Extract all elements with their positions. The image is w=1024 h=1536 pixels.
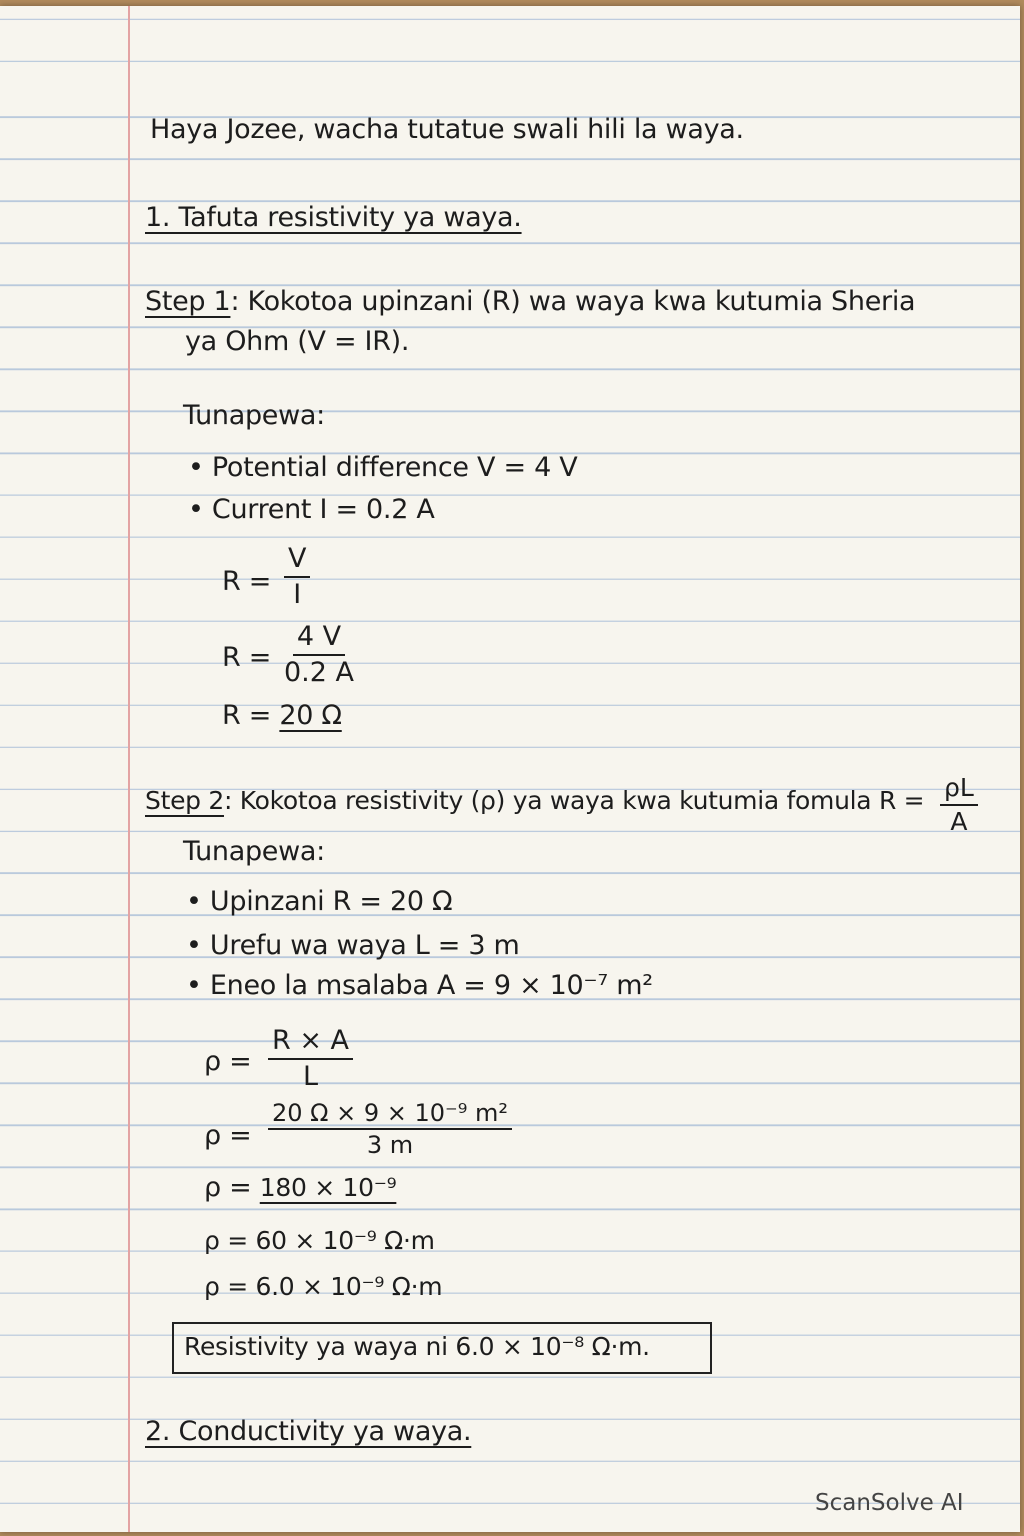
brand-watermark: ScanSolve AI <box>815 1490 964 1516</box>
step-1-line-1 <box>145 286 915 317</box>
notebook-page <box>0 6 1020 1532</box>
step-2-eq2-lhs: ρ = <box>204 1120 252 1151</box>
step-1-eq3 <box>222 700 342 731</box>
fraction-denominator: A <box>950 806 968 836</box>
fraction-denominator: 0.2 A <box>284 656 354 688</box>
intro-text: Haya Jozee, wacha tutatue swali hili la waya. <box>150 114 744 145</box>
fraction-numerator: V <box>284 544 310 578</box>
step-1-eq2-lhs: R = <box>222 642 272 673</box>
step-2-bullet-length: • Urefu wa waya L = 3 m <box>186 930 520 961</box>
step-2-eq1-lhs: ρ = <box>204 1046 252 1077</box>
step-1-bullet-voltage: • Potential difference V = 4 V <box>188 452 578 483</box>
step-2-eq3 <box>204 1172 396 1203</box>
step-2-eq3-value: 180 × 10⁻⁹ <box>259 1173 397 1202</box>
step-2-label: Step 2 <box>145 786 224 815</box>
margin-line <box>128 6 130 1532</box>
step-2-text: : Kokotoa resistivity (ρ) ya waya kwa kutumia fomula R = <box>223 786 925 815</box>
step-2-line <box>145 786 924 815</box>
fraction-numerator: 20 Ω × 9 × 10⁻⁹ m² <box>268 1100 512 1130</box>
step-2-eq5: ρ = 6.0 × 10⁻⁹ Ω·m <box>204 1272 443 1301</box>
step-1-bullet-current: • Current I = 0.2 A <box>188 494 435 525</box>
step-2-eq4: ρ = 60 × 10⁻⁹ Ω·m <box>204 1226 435 1255</box>
step-2-bullet-area: • Eneo la msalaba A = 9 × 10⁻⁷ m² <box>186 970 653 1001</box>
step-2-formula-fraction <box>940 774 978 835</box>
step-1-result: 20 Ω <box>279 700 342 731</box>
fraction-numerator: R × A <box>268 1026 353 1060</box>
step-2-given-label: Tunapewa: <box>183 836 325 867</box>
step-1-given-label: Tunapewa: <box>183 400 325 431</box>
step-1-line-2: ya Ohm (V = IR). <box>185 326 410 357</box>
step-1-eq3-lhs: R = <box>222 700 272 731</box>
answer-text: Resistivity ya waya ni 6.0 × 10⁻⁸ Ω·m. <box>184 1332 650 1361</box>
step-1-text: : Kokotoa upinzani (R) wa waya kwa kutumia Sheria <box>230 286 916 317</box>
fraction-denominator: 3 m <box>366 1131 414 1160</box>
question-1-heading: 1. Tafuta resistivity ya waya. <box>145 202 522 233</box>
question-2-heading: 2. Conductivity ya waya. <box>145 1416 472 1447</box>
fraction-denominator: I <box>293 578 302 610</box>
step-2-eq2-fraction <box>268 1100 512 1159</box>
step-2-bullet-resistance: • Upinzani R = 20 Ω <box>186 886 453 917</box>
step-1-eq2-fraction <box>284 622 354 687</box>
step-1-eq1-lhs: R = <box>222 566 272 597</box>
step-2-eq3-lhs: ρ = <box>204 1172 252 1203</box>
step-2-eq1-fraction <box>268 1026 353 1091</box>
step-1-eq1-fraction <box>284 544 310 609</box>
step-1-label: Step 1 <box>145 286 231 317</box>
fraction-numerator: ρL <box>940 774 978 806</box>
fraction-numerator: 4 V <box>293 622 345 656</box>
fraction-denominator: L <box>302 1060 319 1092</box>
